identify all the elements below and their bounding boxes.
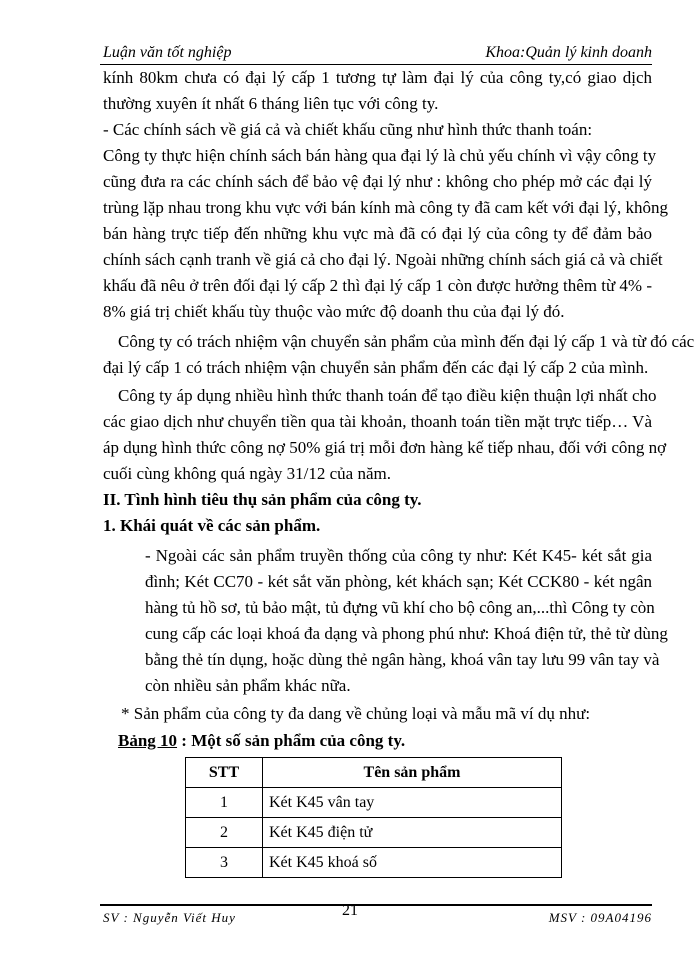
body-line: - Các chính sách về giá cả và chiết khấu cũng như hình thức thanh toán: bbox=[103, 120, 593, 139]
cell-product-name: Két K45 vân tay bbox=[263, 788, 562, 818]
table-caption bbox=[118, 731, 405, 751]
table-row bbox=[186, 848, 562, 878]
body-line: cũng đưa ra các chính sách để bảo vệ đại lý như : không cho phép mở các đại lý bbox=[103, 172, 652, 191]
body-line: Công ty thực hiện chính sách bán hàng qua đại lý là chủ yếu chính vì vậy công ty bbox=[103, 146, 657, 165]
table-row bbox=[186, 818, 562, 848]
body-line: 8% giá trị chiết khấu tùy thuộc vào mức độ doanh thu của đại lý đó. bbox=[103, 302, 565, 321]
cell-stt: 3 bbox=[186, 848, 263, 878]
body-line: áp dụng hình thức công nợ 50% giá trị mỗi đơn hàng kế tiếp nhau, đối với công nợ bbox=[103, 438, 667, 457]
page-number: 21 bbox=[342, 902, 358, 919]
table-header-row bbox=[186, 758, 562, 788]
body-line: * Sản phẩm của công ty đa dang về chủng loại và mẫu mã ví dụ như: bbox=[121, 704, 591, 723]
body-line: thường xuyên ít nhất 6 tháng liên tục với công ty. bbox=[103, 94, 439, 113]
body-line: đình; Két CC70 - két sắt văn phòng, két khách sạn; Két CCK80 - két ngân bbox=[145, 572, 652, 591]
cell-product-name: Két K45 khoá số bbox=[263, 848, 562, 878]
footer-student: SV : Nguyễn Viết Huy bbox=[103, 910, 236, 925]
body-line: khấu đã nêu ở trên đối đại lý cấp 2 thì đại lý cấp 1 còn được hưởng thêm từ 4% - bbox=[103, 276, 652, 295]
subsection-heading: 1. Khái quát về các sản phẩm. bbox=[103, 516, 321, 535]
body-line: trùng lặp nhau trong khu vực với bán kính mà công ty đã cam kết với đại lý, không bbox=[103, 198, 668, 217]
header-stt: STT bbox=[186, 758, 263, 788]
table-caption-label: Bảng 10 bbox=[118, 731, 178, 750]
body-line: chính sách cạnh tranh về giá cả cho đại lý. Ngoài những chính sách giá cả và chiết bbox=[103, 250, 663, 269]
body-line: các giao dịch như chuyển tiền qua tài khoản, thoanh toán tiền mặt trực tiếp… Và bbox=[103, 412, 652, 431]
cell-stt: 1 bbox=[186, 788, 263, 818]
body-line: đại lý cấp 1 có trách nhiệm vận chuyển sản phẩm đến các đại lý cấp 2 của mình. bbox=[103, 358, 649, 377]
body-line: bán hàng trực tiếp đến những khu vực mà đã có đại lý của công ty để đảm bảo bbox=[103, 224, 652, 243]
products-table bbox=[185, 757, 562, 878]
body-line: cung cấp các loại khoá đa dạng và phong phú như: Khoá điện tử, thẻ từ dùng bbox=[145, 624, 668, 643]
header-left: Luận văn tốt nghiệp bbox=[103, 44, 232, 61]
section-heading: II. Tình hình tiêu thụ sản phẩm của công ty. bbox=[103, 490, 422, 509]
body-line: hàng tủ hồ sơ, tủ bảo mật, tủ đựng vũ khí cho bộ công an,...thì Công ty còn bbox=[145, 598, 655, 617]
cell-stt: 2 bbox=[186, 818, 263, 848]
body-line: Công ty áp dụng nhiều hình thức thanh toán để tạo điều kiện thuận lợi nhất cho bbox=[118, 386, 657, 405]
body-line: bằng thẻ tín dụng, hoặc dùng thẻ ngân hàng, khoá vân tay lưu 99 vân tay và bbox=[145, 650, 660, 669]
header-rule bbox=[100, 64, 652, 65]
body-line: Công ty có trách nhiệm vận chuyển sản phẩm của mình đến đại lý cấp 1 và từ đó các bbox=[118, 332, 695, 351]
table-caption-text: : Một số sản phẩm của công ty. bbox=[177, 731, 406, 750]
body-line: kính 80km chưa có đại lý cấp 1 tương tự làm đại lý của công ty,có giao dịch bbox=[103, 68, 652, 87]
footer-student-id: MSV : 09A04196 bbox=[548, 910, 652, 925]
table-row bbox=[186, 788, 562, 818]
body-line: - Ngoài các sản phẩm truyền thống của công ty như: Két K45- két sắt gia bbox=[145, 546, 652, 565]
header-product-name: Tên sản phẩm bbox=[263, 758, 562, 788]
cell-product-name: Két K45 điện tử bbox=[263, 818, 562, 848]
body-line: còn nhiều sản phẩm khác nữa. bbox=[145, 676, 351, 695]
body-line: cuối cùng không quá ngày 31/12 của năm. bbox=[103, 464, 391, 483]
header-right: Khoa:Quản lý kinh doanh bbox=[485, 44, 652, 61]
